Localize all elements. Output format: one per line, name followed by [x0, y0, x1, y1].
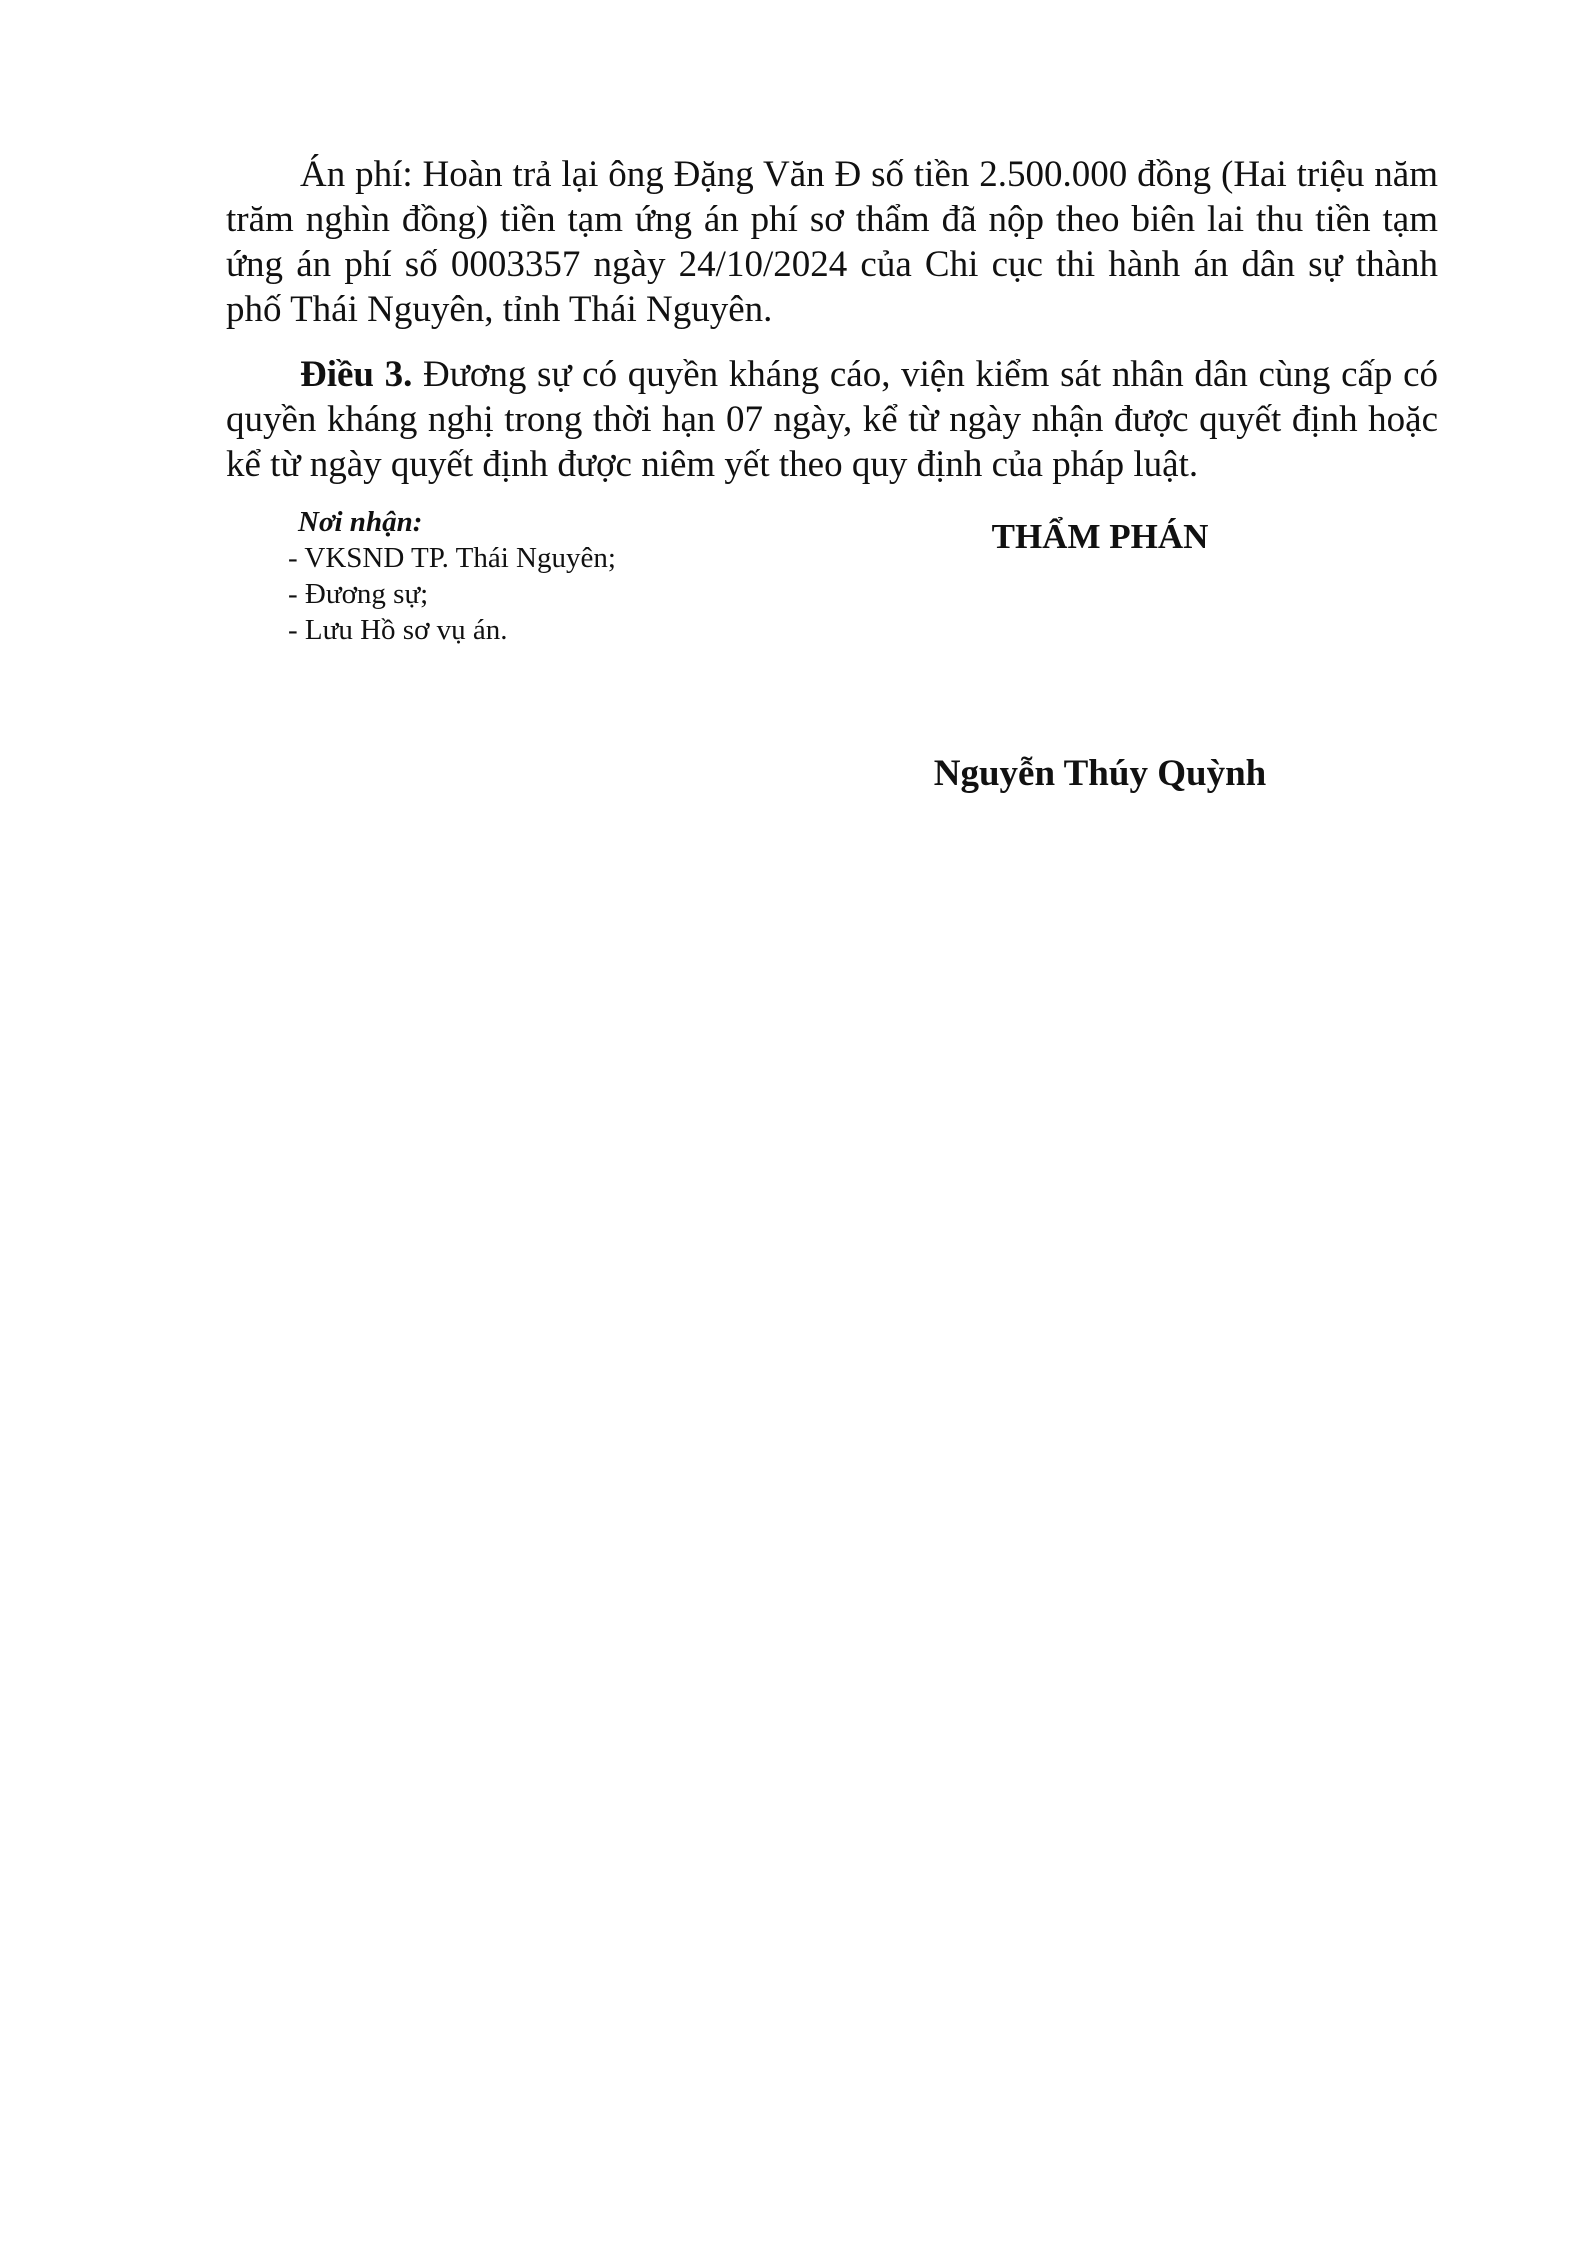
signature-title: THẨM PHÁN	[991, 517, 1209, 556]
article-3-label: Điều 3.	[300, 354, 413, 395]
recipient-item: - VKSND TP. Thái Nguyên;	[288, 542, 616, 574]
recipients-title: Nơi nhận:	[298, 506, 423, 538]
article-3-paragraph	[226, 352, 1438, 487]
fee-paragraph: Án phí: Hoàn trả lại ông Đặng Văn Đ số tiền 2.500.000 đồng (Hai triệu năm trăm nghìn đồng) tiền tạm ứng án phí sơ thẩm đã nộp theo biên lai thu tiền tạm ứng án phí số 0003357 ngày 24/10/2024 của Chi cục thi hành án dân sự thành phố Thái Nguyên, tỉnh Thái Nguyên.	[226, 154, 1438, 330]
article-3-text: Đương sự có quyền kháng cáo, viện kiểm sát nhân dân cùng cấp có quyền kháng nghị trong thời hạn 07 ngày, kể từ ngày nhận được quyết định hoặc kể từ ngày quyết định được niêm yết theo quy định của pháp luật.	[226, 354, 1438, 485]
recipients-list	[288, 540, 808, 648]
fee-section	[226, 152, 1438, 332]
article-3-section	[226, 352, 1438, 487]
recipients-block	[288, 504, 808, 648]
recipient-item: - Đương sự;	[288, 578, 429, 610]
recipient-item: - Lưu Hồ sơ vụ án.	[288, 614, 508, 646]
signature-name: Nguyễn Thúy Quỳnh	[933, 753, 1267, 794]
